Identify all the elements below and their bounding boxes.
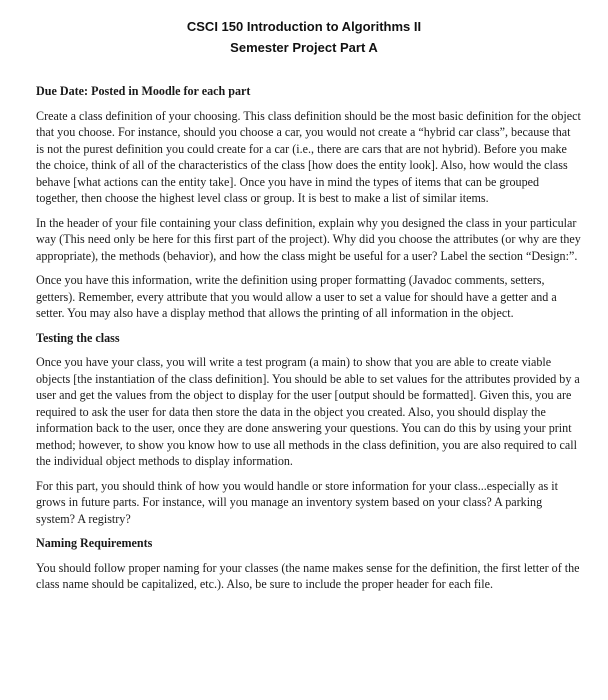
due-date: Due Date: Posted in Moodle for each part	[36, 84, 251, 98]
paragraph-testing: Once you have your class, you will write a test program (a main) to show that you are able to create viable objects [the instantiation of the class definition]. You should be able to set values for the attributes provided by a user and get the values from the object to display for the user [output should be formatted]. Given this, you are required to ask the user for data then store the data in the object you created. Also, you should display the information back to the user, once they are done answering your questions. You can do this by using your print method; however, to show you know how to use all methods in the class definition, you are also required to call the individual object methods to display information.	[36, 355, 580, 468]
paragraph-naming: You should follow proper naming for your classes (the name makes sense for the definition, the first letter of the class name should be capitalized, etc.). Also, be sure to include the proper header for each file.	[36, 560, 580, 591]
heading-testing-the-class: Testing the class	[36, 330, 120, 345]
paragraph-formatting: Once you have this information, write the definition using proper formatting (Javadoc comments, setters, getters). Remember, every attribute that you would allow a user to set a value for should have a getter and a setter. You may also have a display method that allows the printing of all information in the object.	[36, 273, 557, 320]
document-title: CSCI 150 Introduction to Algorithms II	[186, 19, 422, 34]
paragraph-design-header: In the header of your file containing your class definition, explain why you designed the class in your particular way (This need only be here for this first part of the project). Why did you choose the attributes (or why are they appropriate), the methods (behavior), and how the class might be useful for a user? Label the section “Design:”.	[36, 215, 581, 263]
document-subtitle: Semester Project Part A	[230, 40, 378, 55]
paragraph-class-definition: Create a class definition of your choosing. This class definition should be the most basic definition for the object that you choose. For instance, should you choose a car, you would not create a “hybrid car class”, because that is not the purest definition you could create for a car (i.e., there are cars that are not hybrid). Before you make the choice, think of all of the characteristics of the class [how does the entity look]. Also, how would the class behave [what actions can the entity take]. Once you have in mind the types of items that can be grouped together, then choose the highest level class or group. It is best to make a list of similar items.	[36, 108, 581, 205]
heading-naming-requirements: Naming Requirements	[36, 536, 153, 550]
paragraph-storage: For this part, you should think of how you would handle or store information for your class...especially as it grows in future parts. For instance, will you manage an inventory system based on your class? A parking system? A registry?	[36, 478, 558, 526]
document-body	[36, 83, 581, 593]
